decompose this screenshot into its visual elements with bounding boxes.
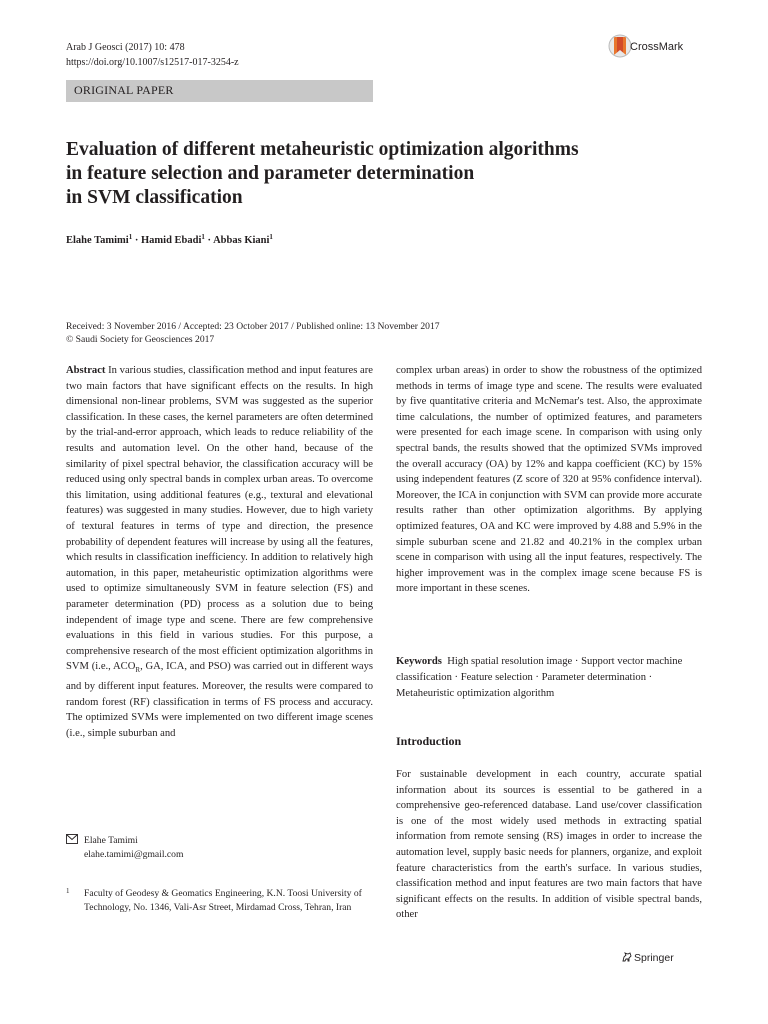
corresponding-author <box>84 834 183 862</box>
author-separator: · <box>132 235 141 246</box>
aco-term: ACO <box>113 661 136 673</box>
article-type: ORIGINAL PAPER <box>74 83 174 97</box>
doi-link[interactable]: https://doi.org/10.1007/s12517-017-3254-z <box>66 57 239 68</box>
affiliation-text: Faculty of Geodesy & Geomatics Engineering, K.N. Toosi University of Technology, No. 1346, Vali-Asr Street, Mirdamad Cross, Tehran, Iran <box>84 888 362 913</box>
copyright-line: © Saudi Society for Geosciences 2017 <box>66 334 215 345</box>
abstract-column-left <box>66 363 373 741</box>
corresponding-name: Elahe Tamimi <box>84 835 138 846</box>
keywords-text: High spatial resolution image · Support vector machine classification · Feature selection · Parameter determination · Metaheuristic optimization algorithm <box>396 656 683 699</box>
title-line: in feature selection and parameter determination <box>66 163 475 184</box>
abstract-column-right <box>396 363 702 597</box>
journal-citation: Arab J Geosci (2017) 10: 478 <box>66 42 185 53</box>
paragraph: For sustainable development in each country, accurate spatial information about its sources is essential to be gathered in a comprehensive geo-referenced database. Land use/cover classification is one of the most widely used methods in extracting spatial information from remote sensing (RS) images in order to increase the automation level, supply basic needs for planners, organize, and exploit feature characteristics from the earth's surface. In various studies, classification method and input features are two main factors that have significant effects on the results. In addition of visible spectral bands, other <box>396 769 702 921</box>
author-affiliation-marker: 1 <box>269 233 273 241</box>
section-heading: Introduction <box>396 734 462 748</box>
corresponding-email[interactable]: elahe.tamimi@gmail.com <box>84 849 184 860</box>
affiliation-number: 1 <box>66 887 70 895</box>
author-name[interactable]: Abbas Kiani <box>213 235 270 246</box>
paper-title <box>66 138 686 210</box>
abstract-label: Abstract <box>66 365 106 376</box>
publisher-logo-text: Springer <box>634 952 674 964</box>
crossmark-icon <box>608 33 632 63</box>
author-name[interactable]: Elahe Tamimi <box>66 235 129 246</box>
keywords-block <box>396 654 702 702</box>
title-line: Evaluation of different metaheuristic optimization algorithms <box>66 139 579 160</box>
abstract-text: , GA, ICA, and PSO) was carried out in different ways and by different input features. Moreover, the results were compared to random forest (RF) classification in terms of FS process and accuracy. The optimized SVMs were implemented on two different image scenes (i.e., simple suburban and <box>66 661 373 739</box>
springer-horse-icon <box>621 951 633 967</box>
author-name[interactable]: Hamid Ebadi <box>141 235 202 246</box>
keywords-label: Keywords <box>396 656 442 667</box>
author-affiliation-marker: 1 <box>201 233 205 241</box>
envelope-icon <box>66 834 78 847</box>
crossmark-label: CrossMark <box>630 41 684 53</box>
author-list <box>66 233 273 246</box>
author-separator: · <box>204 235 214 246</box>
introduction-text <box>396 767 702 923</box>
author-affiliation-marker: 1 <box>128 233 133 241</box>
abstract-text: In various studies, classification method and input features are two main factors that have significant effects on the results. In high dimensional non-linear problems, SVM was suggested as the superior classification. In these cases, the kernel parameters are often determined by the trial-and-error approach, which leads to reduce reliability of the results and automation level. On the other hand, because of the similarity of pixel spectral behavior, the classification accuracy will be reduced using only spectral bands in complex urban areas. To overcome this limitation, using additional features (e.g., textural and elevational features) was suggested in many studies. However, due to high variety of textural features in terms of type and direction, the presence probability of dependent features will increase by using all the features, which results in classification inefficiency. In addition to relatively high automation, in this paper, metaheuristic optimization algorithms were used to optimize simultaneously SVM in feature selection (FS) and parameter determination (PD) process as a solution due to being independent of image type and scene. There are few comprehensive evaluations in this field in various studies. For this purpose, a comprehensive research of the most efficient optimization algorithms in SVM (i.e., <box>66 365 373 673</box>
publication-dates: Received: 3 November 2016 / Accepted: 23 October 2017 / Published online: 13 November 2017 <box>66 321 440 332</box>
title-line: in SVM classification <box>66 187 243 208</box>
abstract-text: complex urban areas) in order to show the robustness of the optimized methods in terms of image type and scene. The results were evaluated by five quantitative criteria and McNemar's test. Also, the approximate time calculations, the number of optimized features, and parameters were presented for each image scene. In comparison with using only spectral bands, the results showed that the optimized SVMs improved the overall accuracy (OA) by 12% and kappa coefficient (KC) by 15% using independent features (Z score of 320 at 95% confidence interval). Moreover, the ICA in conjunction with SVM can provide more accurate results rather than other optimization algorithms. By applying optimized features, OA and KC were improved by 4.88 and 5.9% in the simple suburban scene and 21.82 and 40.21% in the complex urban scene in comparison with using all the input features, respectively. The higher improvement was in the complex image scene because FS is more important in these scenes. <box>396 365 702 595</box>
aco-subscript: R <box>135 666 141 675</box>
